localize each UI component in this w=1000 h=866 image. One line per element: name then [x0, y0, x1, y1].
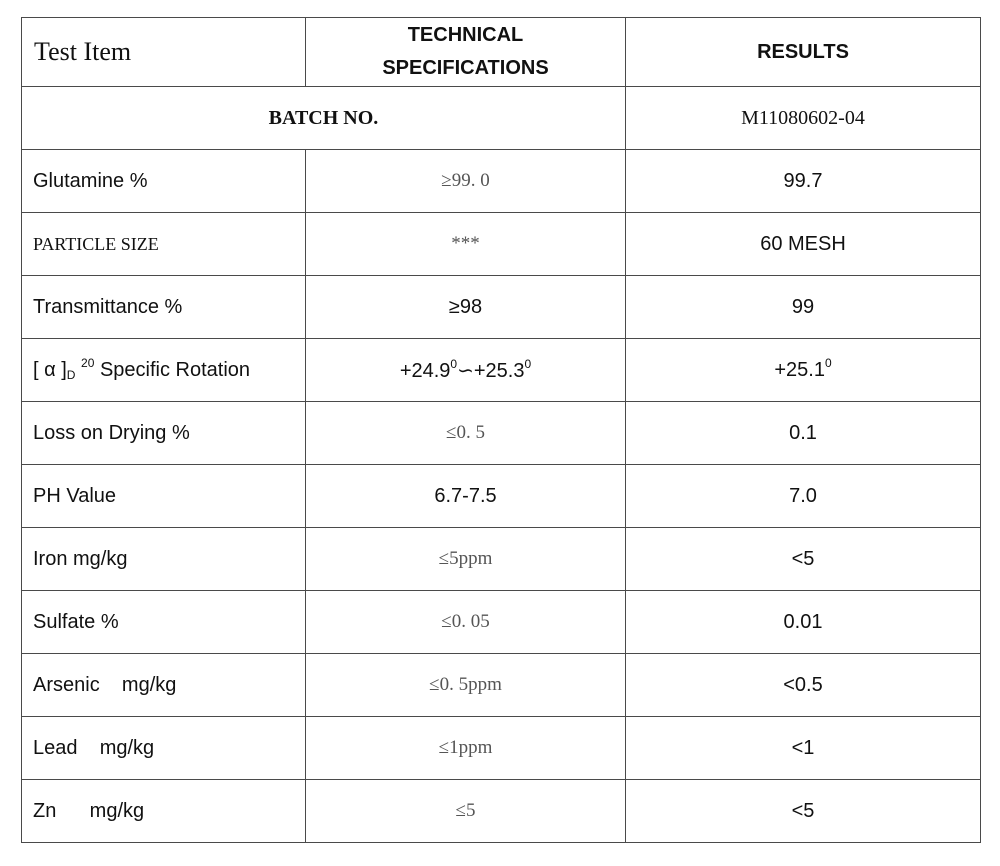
- specification-table: [21, 17, 981, 843]
- row-item-specific-rotation: [22, 339, 306, 402]
- row-spec: ≤0. 5ppm: [306, 654, 626, 717]
- batch-value: M11080602-04: [626, 87, 981, 150]
- row-item: Lead mg/kg: [22, 717, 306, 780]
- row-result: 99.7: [626, 150, 981, 213]
- header-technical-specifications: [306, 18, 626, 87]
- header-results: RESULTS: [626, 18, 981, 87]
- rotation-bracket: [ α ]: [33, 358, 67, 381]
- table-row: [22, 339, 981, 402]
- row-result: 0.01: [626, 591, 981, 654]
- rotation-spec-max: +25.3: [473, 359, 525, 382]
- row-result: 99: [626, 276, 981, 339]
- degree-mark: 0: [824, 355, 832, 370]
- row-spec: ≤1ppm: [306, 717, 626, 780]
- degree-mark: 0: [524, 356, 532, 371]
- row-result: 60 MESH: [626, 213, 981, 276]
- rotation-subscript: D: [66, 367, 76, 382]
- rotation-superscript: 20: [81, 355, 95, 370]
- row-spec: ≥99. 0: [306, 150, 626, 213]
- row-result: <5: [626, 528, 981, 591]
- row-item: Sulfate %: [22, 591, 306, 654]
- row-spec-rotation: [306, 339, 626, 402]
- rotation-result: +25.1: [774, 358, 825, 381]
- table-row: [22, 150, 981, 213]
- batch-row: [22, 87, 981, 150]
- header-spec-line1: TECHNICAL: [407, 24, 524, 46]
- row-item: Loss on Drying %: [22, 402, 306, 465]
- table-row: [22, 402, 981, 465]
- header-spec-line2: SPECIFICATIONS: [382, 57, 549, 79]
- row-spec: ≤5: [306, 780, 626, 843]
- row-spec: ***: [306, 213, 626, 276]
- table-row: [22, 465, 981, 528]
- row-result: 7.0: [626, 465, 981, 528]
- row-item: Glutamine %: [22, 150, 306, 213]
- row-result: <1: [626, 717, 981, 780]
- range-separator: ∽: [457, 359, 474, 382]
- table-row: [22, 528, 981, 591]
- row-result-rotation: [626, 339, 981, 402]
- batch-label: BATCH NO.: [22, 87, 626, 150]
- row-result: <0.5: [626, 654, 981, 717]
- table-row: [22, 276, 981, 339]
- row-item: Transmittance %: [22, 276, 306, 339]
- table-row: [22, 780, 981, 843]
- row-item: PARTICLE SIZE: [22, 213, 306, 276]
- row-item: Iron mg/kg: [22, 528, 306, 591]
- row-spec: 6.7-7.5: [306, 465, 626, 528]
- table-row: [22, 213, 981, 276]
- row-result: 0.1: [626, 402, 981, 465]
- row-spec: ≤5ppm: [306, 528, 626, 591]
- table-row: [22, 654, 981, 717]
- table-row: [22, 591, 981, 654]
- rotation-label: Specific Rotation: [94, 358, 251, 381]
- row-spec: ≤0. 5: [306, 402, 626, 465]
- table-header-row: [22, 18, 981, 87]
- row-item: PH Value: [22, 465, 306, 528]
- row-result: <5: [626, 780, 981, 843]
- row-spec: ≤0. 05: [306, 591, 626, 654]
- row-item: Arsenic mg/kg: [22, 654, 306, 717]
- degree-mark: 0: [450, 356, 458, 371]
- header-test-item: Test Item: [22, 18, 306, 87]
- table-row: [22, 717, 981, 780]
- rotation-spec-min: +24.9: [399, 359, 451, 382]
- row-item: Zn mg/kg: [22, 780, 306, 843]
- row-spec: ≥98: [306, 276, 626, 339]
